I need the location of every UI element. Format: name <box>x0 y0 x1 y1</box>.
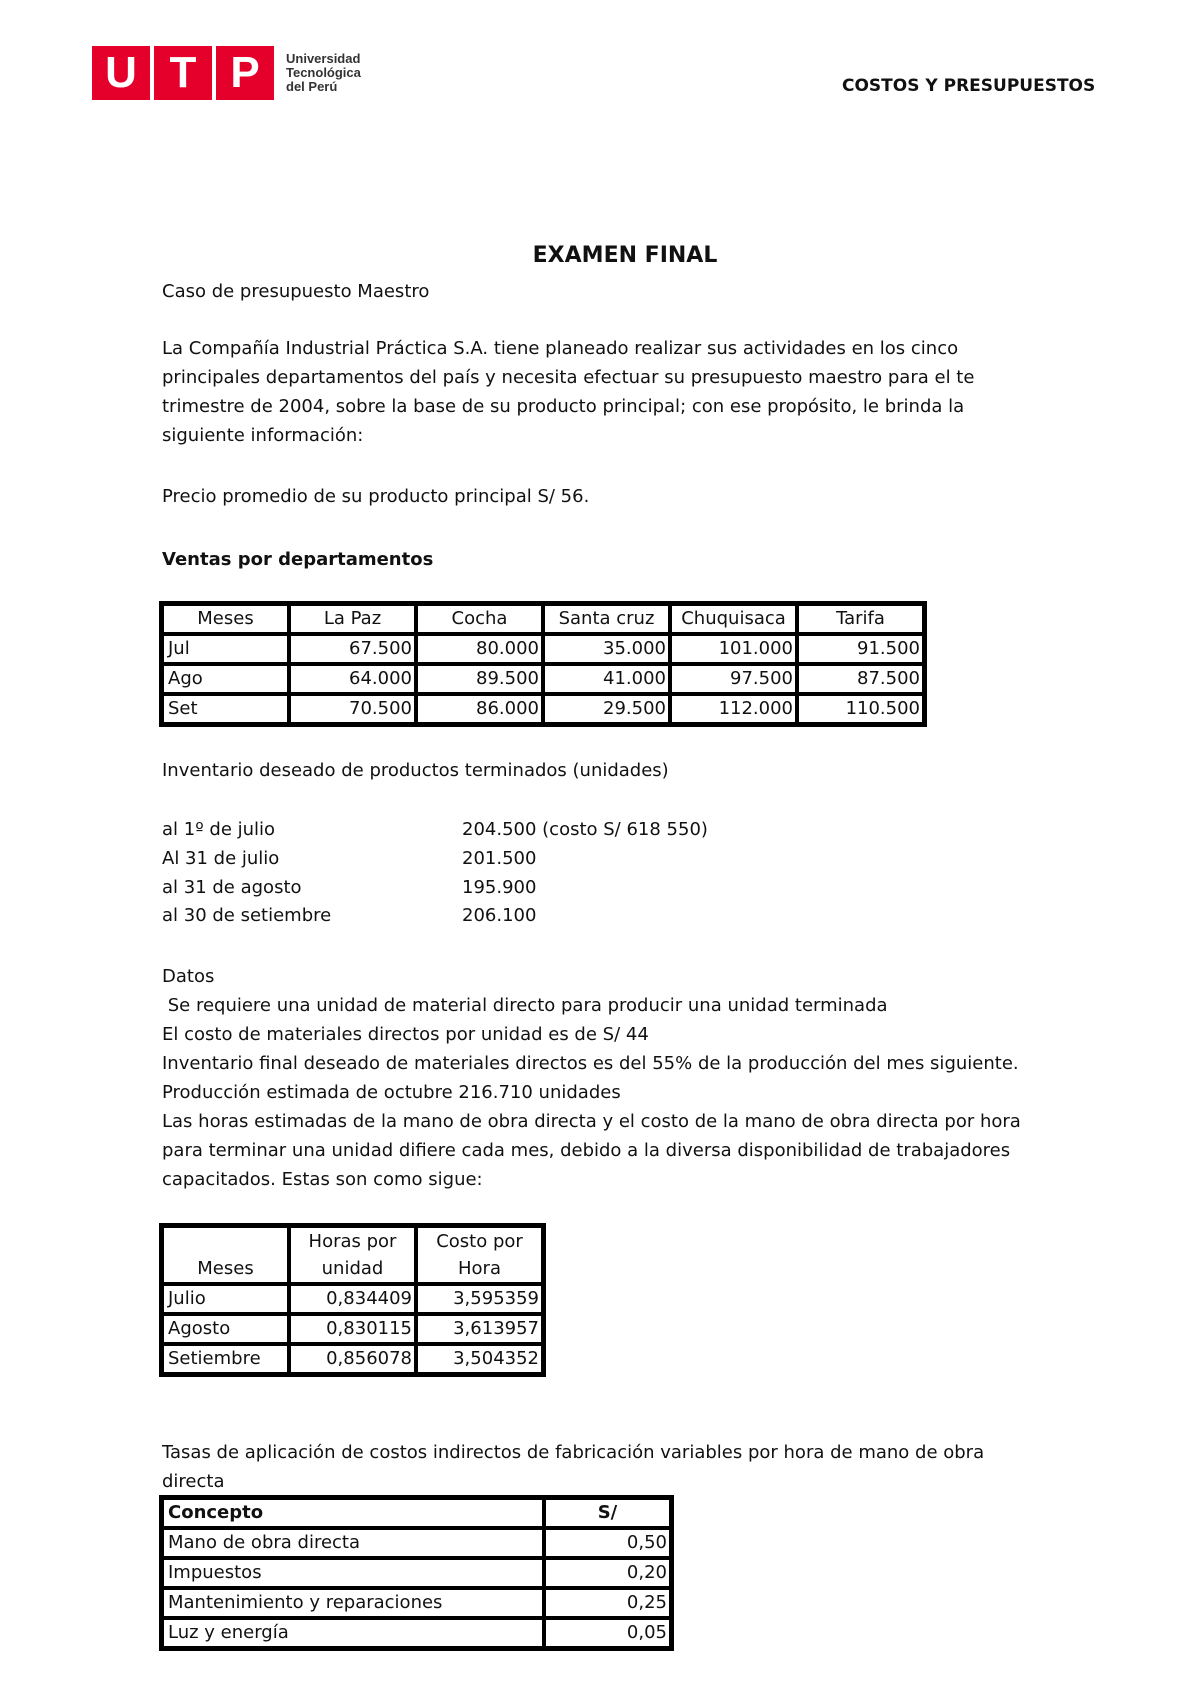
utp-logo <box>92 46 361 100</box>
datos-line: El costo de materiales directos por unidad es de S/ 44 <box>162 1024 649 1045</box>
table-cell: 89.500 <box>416 664 543 694</box>
table-row <box>162 1284 543 1314</box>
intro-line: trimestre de 2004, sobre la base de su producto principal; con ese propósito, le brinda la <box>162 396 965 417</box>
price-line: Precio promedio de su producto principal S/ 56. <box>162 486 590 507</box>
inventory-heading: Inventario deseado de productos terminados (unidades) <box>162 760 669 781</box>
table-cell: 0,834409 <box>289 1284 416 1314</box>
sales-heading: Ventas por departamentos <box>162 549 434 570</box>
course-title: COSTOS Y PRESUPUESTOS <box>842 76 1096 96</box>
table-row <box>162 1528 671 1558</box>
table-cell: Julio <box>162 1284 289 1314</box>
labor-table <box>159 1223 546 1377</box>
table-row <box>162 1558 671 1588</box>
table-cell: 0,20 <box>544 1558 671 1588</box>
column-header: Costo por Hora <box>416 1226 543 1284</box>
table-cell: 0,856078 <box>289 1344 416 1374</box>
intro-paragraph <box>162 334 974 450</box>
table-cell: 112.000 <box>670 694 797 724</box>
table-cell: 101.000 <box>670 634 797 664</box>
column-header: Cocha <box>416 604 543 634</box>
table-cell: 67.500 <box>289 634 416 664</box>
inventory-value: 195.900 <box>462 877 537 898</box>
table-cell: 35.000 <box>543 634 670 664</box>
inventory-value: 204.500 (costo S/ 618 550) <box>462 819 708 840</box>
inventory-label: al 30 de setiembre <box>162 905 332 926</box>
table-cell: Set <box>162 694 289 724</box>
table-row <box>162 1314 543 1344</box>
intro-line: La Compañía Industrial Práctica S.A. tiene planeado realizar sus actividades en los cinco <box>162 338 959 359</box>
table-cell: Mantenimiento y reparaciones <box>162 1588 544 1618</box>
intro-line: siguiente información: <box>162 425 364 446</box>
table-header-row <box>162 1498 671 1528</box>
case-subtitle: Caso de presupuesto Maestro <box>162 281 430 302</box>
table-header-row <box>162 1226 543 1284</box>
table-cell: 87.500 <box>797 664 924 694</box>
logo-letter-p: P <box>216 46 274 100</box>
table-cell: 0,830115 <box>289 1314 416 1344</box>
table-cell: 91.500 <box>797 634 924 664</box>
column-header: S/ <box>544 1498 671 1528</box>
table-cell: Impuestos <box>162 1558 544 1588</box>
column-header: Meses <box>162 604 289 634</box>
table-row <box>162 664 924 694</box>
datos-section <box>162 962 1021 1194</box>
datos-line: para terminar una unidad difiere cada mes, debido a la diversa disponibilidad de trabajadores <box>162 1140 1011 1161</box>
table-cell: 0,25 <box>544 1588 671 1618</box>
table-cell: 0,50 <box>544 1528 671 1558</box>
table-cell: Setiembre <box>162 1344 289 1374</box>
sales-table <box>159 601 927 727</box>
rates-heading: Tasas de aplicación de costos indirectos de fabricación variables por hora de mano de obra directa <box>162 1442 985 1492</box>
inventory-label: Al 31 de julio <box>162 848 280 869</box>
table-cell: Ago <box>162 664 289 694</box>
inventory-value: 206.100 <box>462 905 537 926</box>
table-cell: Jul <box>162 634 289 664</box>
logo-letter-t: T <box>154 46 212 100</box>
table-cell: 86.000 <box>416 694 543 724</box>
table-cell: Mano de obra directa <box>162 1528 544 1558</box>
table-cell: 0,05 <box>544 1618 671 1648</box>
table-cell: 29.500 <box>543 694 670 724</box>
datos-line: Producción estimada de octubre 216.710 unidades <box>162 1082 621 1103</box>
rates-table <box>159 1495 674 1651</box>
column-header: Concepto <box>162 1498 544 1528</box>
table-row <box>162 1618 671 1648</box>
table-cell: 41.000 <box>543 664 670 694</box>
datos-line: Inventario final deseado de materiales directos es del 55% de la producción del mes siguiente. <box>162 1053 1019 1074</box>
table-row <box>162 1344 543 1374</box>
inventory-label: al 1º de julio <box>162 819 276 840</box>
logo-university-name: Universidad Tecnológica del Perú <box>286 51 361 94</box>
table-row <box>162 694 924 724</box>
column-header: Santa cruz <box>543 604 670 634</box>
table-cell: Luz y energía <box>162 1618 544 1648</box>
table-cell: 3,613957 <box>416 1314 543 1344</box>
table-cell: Agosto <box>162 1314 289 1344</box>
table-header-row <box>162 604 924 634</box>
table-cell: 110.500 <box>797 694 924 724</box>
inventory-label: al 31 de agosto <box>162 877 302 898</box>
column-header: Chuquisaca <box>670 604 797 634</box>
column-header: Meses <box>162 1226 289 1284</box>
logo-letter-u: U <box>92 46 150 100</box>
table-cell: 3,504352 <box>416 1344 543 1374</box>
datos-line: Se requiere una unidad de material directo para producir una unidad terminada <box>162 995 888 1016</box>
table-cell: 97.500 <box>670 664 797 694</box>
intro-line: principales departamentos del país y necesita efectuar su presupuesto maestro para el te <box>162 367 975 388</box>
table-cell: 70.500 <box>289 694 416 724</box>
inventory-value: 201.500 <box>462 848 537 869</box>
table-row <box>162 1588 671 1618</box>
table-cell: 80.000 <box>416 634 543 664</box>
table-cell: 64.000 <box>289 664 416 694</box>
column-header: Horas por unidad <box>289 1226 416 1284</box>
column-header: La Paz <box>289 604 416 634</box>
column-header: Tarifa <box>797 604 924 634</box>
datos-line: capacitados. Estas son como sigue: <box>162 1169 483 1190</box>
datos-heading: Datos <box>162 966 215 987</box>
datos-line: Las horas estimadas de la mano de obra directa y el costo de la mano de obra directa por hora <box>162 1111 1021 1132</box>
table-cell: 3,595359 <box>416 1284 543 1314</box>
exam-title: EXAMEN FINAL <box>532 243 718 268</box>
table-row <box>162 634 924 664</box>
